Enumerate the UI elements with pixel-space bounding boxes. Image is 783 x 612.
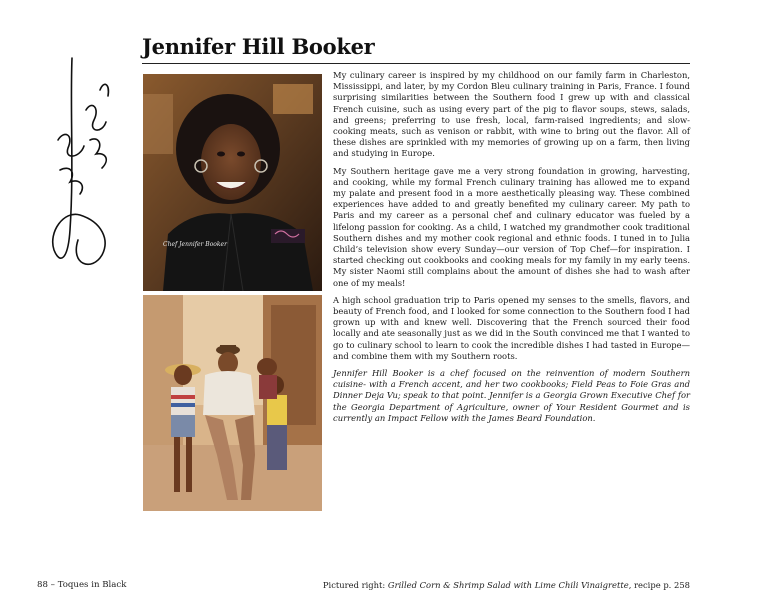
page-footer-folio: 88 – Toques in Black [37, 580, 127, 590]
page-title: Jennifer Hill Booker [142, 34, 375, 59]
signature [40, 50, 135, 300]
caption-prefix: Pictured right: [322, 580, 388, 590]
paragraph: A high school graduation trip to Paris opened my senses to the smells, flavors, and beauty of French food, and I looked for some connection to the Southern food I had grown up with and knew well. Discovering that the French sourced their food locally and ate seasonally just as we did in the South convinced me that I wanted to go to culinary school to learn to cook the incredible dishes I had tasted in Europe—and combine them with my Southern roots. [333, 294, 690, 361]
handwritten-signature [40, 50, 135, 300]
author-bio: Jennifer Hill Booker is a chef focused on the reinvention of modern Southern cuisine- with a French accent, and her two cookbooks; Field Peas to Foie Gras and Dinner Deja Vu; speak to that point. Jennifer is a Georgia Grown Executive Chef for the Georgia Department of Agriculture, owner of Your Resident Gourmet and is currently an Impact Fellow with the James Beard Foundation. [333, 368, 690, 423]
body-text [333, 70, 690, 430]
page-footer-caption [323, 580, 690, 590]
recipe-name: Grilled Corn & Shrimp Salad with Lime Chili Vinaigrette [387, 580, 629, 590]
family-photo [143, 295, 322, 511]
paragraph: My culinary career is inspired by my childhood on our family farm in Charleston, Mississippi, and later, by my Cordon Bleu culinary training in Paris, France. I found surprising similarities between the Southern food I grew up with and classical French cuisine, such as using every part of the pig to flavor soups, stews, salads, and greens; preferring to use fresh, local, farm-raised ingredients; and slow-cooking meats, such as venison or rabbit, with wine to bring out the flavor. All of these dishes are sprinkled with my memories of growing up on a farm, then living and studying in Europe. [333, 70, 690, 159]
paragraph: My Southern heritage gave me a very strong foundation in growing, harvesting, and cooking, while my formal French culinary training has allowed me to expand my palate and present food in a more aesthetically pleasing way. These combined experiences have added to and greatly benefited my culinary career. My path to Paris and my career as a personal chef and culinary educator was fueled by a lifelong passion for cooking. As a child, I watched my grandmother cook traditional Southern dishes and my mother cook regional and ethnic foods. I tuned in to Julia Child’s television show every Sunday—our version of Top Chef—for inspiration. I started checking out cookbooks and cooking meals for my family in my early teens. My sister Naomi still complains about the amount of dishes she had to wash after one of my meals! [333, 165, 690, 288]
chef-portrait-photo [143, 74, 322, 291]
title-rule [142, 63, 690, 64]
recipe-page-ref: , recipe p. 258 [628, 580, 690, 590]
jacket-embroidery: Chef Jennifer Booker [163, 241, 227, 248]
